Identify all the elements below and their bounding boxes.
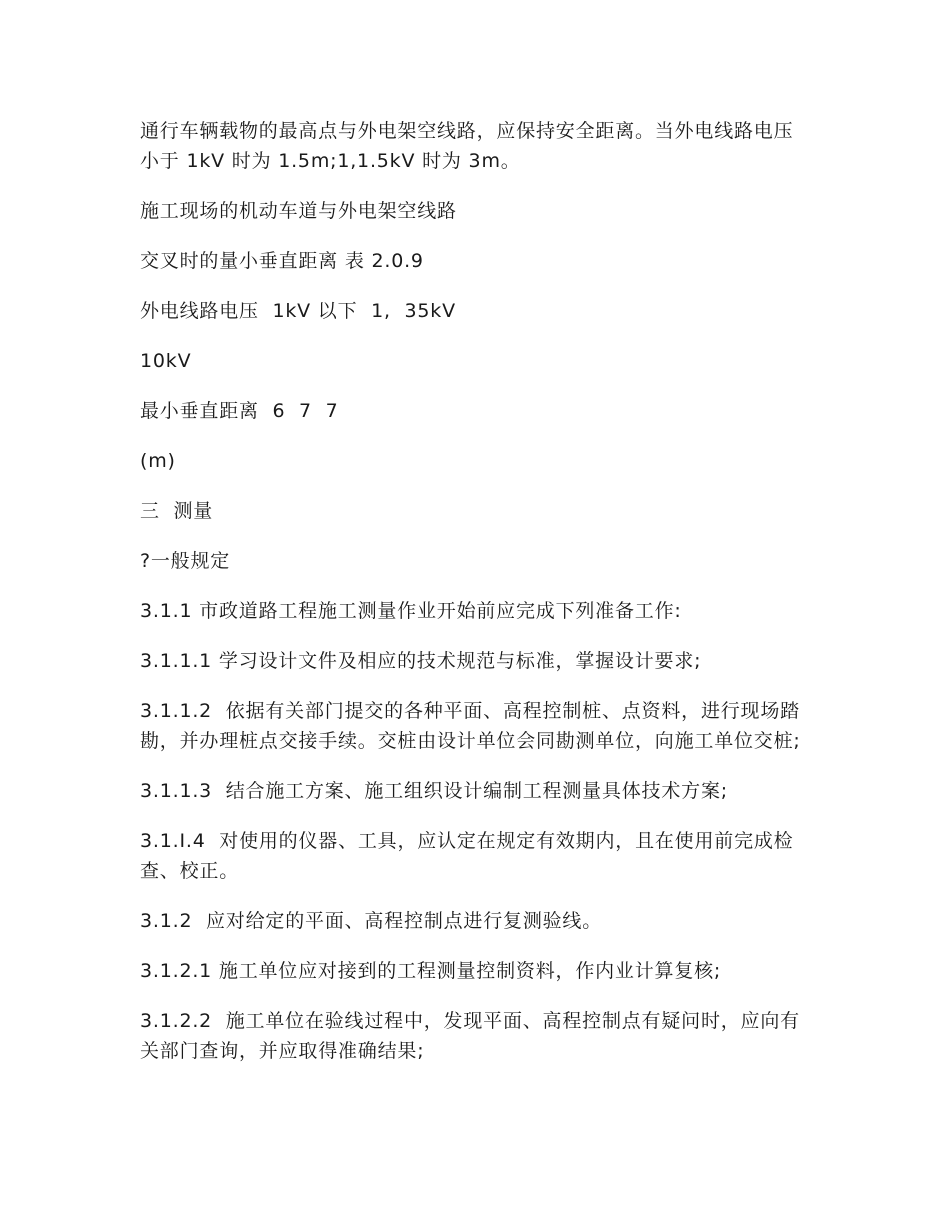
table-row-voltage: 外电线路电压 1kV 以下 1, 35kV [140,300,456,322]
clause-3-1-1-1: 3.1.1.1 学习设计文件及相应的技术规范与标准，掌握设计要求; [140,650,702,672]
clause-3-1-1: 3.1.1 市政道路工程施工测量作业开始前应完成下列准备工作: [140,600,682,622]
table-row-min-distance: 最小垂直距离 6 7 7 [140,400,339,422]
table-caption: 交叉时的量小垂直距离 表 2.0.9 [140,250,424,272]
section-heading-survey: 三 测量 [140,500,214,522]
clause-3-1-1-2: 3.1.1.2 依据有关部门提交的各种平面、高程控制桩、点资料，进行现场踏勘，并办理桩点交接手续。交桩由设计单位会同勘测单位，向施工单位交桩; [140,700,801,752]
clause-3-1-2-1: 3.1.2.1 施工单位应对接到的工程测量控制资料，作内业计算复核; [140,960,722,982]
clause-3-1-2: 3.1.2 应对给定的平面、高程控制点进行复测验线。 [140,910,603,932]
paragraph-safety-distance: 通行车辆载物的最高点与外电架空线路，应保持安全距离。当外电线路电压小于 1kV 时为 1.5m;1,1.5kV 时为 3m。 [140,120,794,172]
table-row-voltage-cont: 10kV [140,350,192,372]
clause-3-1-1-3: 3.1.1.3 结合施工方案、施工组织设计编制工程测量具体技术方案; [140,780,728,802]
clause-3-1-1-4: 3.1.I.4 对使用的仪器、工具，应认定在规定有效期内，且在使用前完成检查、校正。 [140,830,794,882]
paragraph-vehicle-lane: 施工现场的机动车道与外电架空线路 [140,200,457,222]
clause-3-1-2-2: 3.1.2.2 施工单位在验线过程中，发现平面、高程控制点有疑问时，应向有关部门查询，并应取得准确结果; [140,1010,800,1062]
subsection-heading-general: ?一般规定 [140,550,231,572]
document-body [140,116,812,1086]
table-unit: (m) [140,450,176,472]
